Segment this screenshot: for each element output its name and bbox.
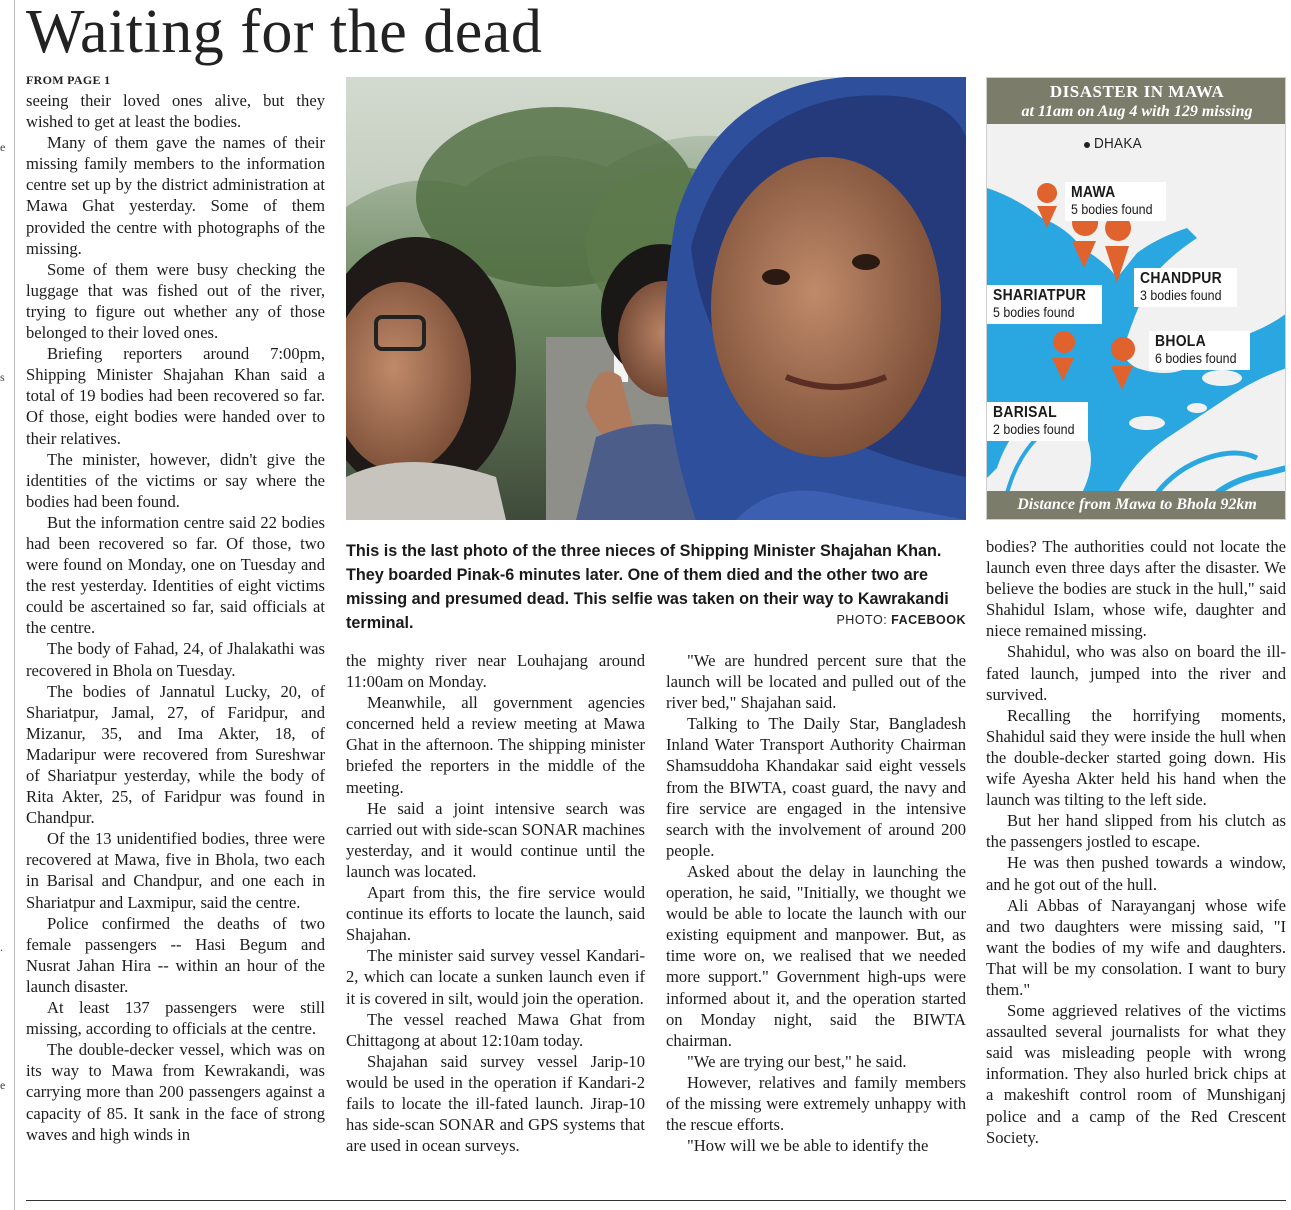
location-name: SHARIATPUR xyxy=(993,287,1087,304)
paragraph: He was then pushed towards a window, and he got out of the hull. xyxy=(986,853,1286,894)
map-label-shariatpur xyxy=(987,285,1102,324)
dhaka-marker-icon xyxy=(1084,142,1090,148)
gutter-mark: . xyxy=(0,940,3,954)
article-column-4 xyxy=(986,536,1286,1148)
location-count: 3 bodies found xyxy=(1140,288,1222,303)
article-column-2 xyxy=(346,650,645,1156)
map-subtitle: at 11am on Aug 4 with 129 missing xyxy=(1021,103,1253,120)
paragraph: However, relatives and family members of the missing were extremely unhappy with the rescue efforts. xyxy=(666,1072,966,1135)
gutter-mark: e xyxy=(0,140,6,154)
paragraph: The body of Fahad, 24, of Jhalakathi was recovered in Bhola on Tuesday. xyxy=(26,639,325,680)
paragraph: the mighty river near Louhajang around 11:00am on Monday. xyxy=(346,651,645,692)
paragraph: bodies? The authorities could not locate the launch even three days after the disaster. We believe the bodies are stuck in the hull," said Shahidul Islam, whose wife, daughter and niece remained missing. xyxy=(986,537,1286,641)
map-label-chandpur xyxy=(1134,268,1237,307)
gutter-mark: e xyxy=(0,1078,6,1092)
map-title: DISASTER IN MAWA xyxy=(1049,82,1225,101)
paragraph: Ali Abbas of Narayanganj whose wife and two daughters were missing said, "I want the bodies of my wife and daughters. That will be my consolation. I want to bury them." xyxy=(986,895,1286,999)
location-count: 5 bodies found xyxy=(993,305,1075,320)
paragraph: Some aggrieved relatives of the victims assaulted several journalists for what they said was misleading people with wrong information. They also hurled brick chips at a makeshift control room of Munshiganj police and a camp of the Red Crescent Society. xyxy=(986,1001,1286,1147)
paragraph: The minister, however, didn't give the identities of the victims or say where the bodies had been found. xyxy=(26,449,325,511)
paragraph: Asked about the delay in launching the operation, he said, "Initially, we thought we would be able to locate the launch with our existing equipment and manpower. But, as time wore on, we realised that we needed more support." Government high-ups were informed about it, and the operation started on Monday night, said the BIWTA chairman. xyxy=(666,861,966,1050)
map-label-bhola xyxy=(1149,331,1250,370)
paragraph: The bodies of Jannatul Lucky, 20, of Shariatpur, Jamal, 27, of Faridpur, and Mizanur, 35, and Ima Akter, 18, of Madaripur were recovered from Sureshwar of Shariatpur yesterday, while the body of Rita Akter, 25, of Faridpur was found in Chandpur. xyxy=(26,681,325,828)
map-footer: Distance from Mawa to Bhola 92km xyxy=(987,491,1286,519)
paragraph: "How will we be able to identify the xyxy=(687,1136,929,1156)
selfie-photo-illustration xyxy=(346,77,966,520)
paragraph: Apart from this, the fire service would continue its efforts to locate the launch, said Shajahan. xyxy=(346,883,645,945)
page-gutter-rule xyxy=(14,0,15,1210)
paragraph: Police confirmed the deaths of two female passengers -- Hasi Begum and Nusrat Jahan Hira -- within an hour of the launch disaster. xyxy=(26,913,325,996)
article-column-3 xyxy=(666,650,966,1156)
kicker-from-page: FROM PAGE 1 xyxy=(26,73,111,87)
paragraph: "We are hundred percent sure that the launch will be located and pulled out of the river bed," Shajahan said. xyxy=(666,651,966,713)
location-count: 6 bodies found xyxy=(1155,351,1237,366)
paragraph: "We are trying our best," he said. xyxy=(687,1051,907,1071)
bottom-rule xyxy=(26,1200,1286,1201)
paragraph: Shajahan said survey vessel Jarip-10 would be used in the operation if Kandari-2 fails to locate the ill-fated launch. Jirap-10 has side-scan SONAR and GPS systems that are used in ocean surveys. xyxy=(346,1051,645,1156)
location-name: CHANDPUR xyxy=(1140,270,1222,287)
paragraph: At least 137 passengers were still missing, according to officials at the centre. xyxy=(26,998,325,1039)
selfie-photo xyxy=(346,77,966,520)
location-name: BARISAL xyxy=(993,404,1057,421)
map-label-mawa xyxy=(1065,182,1166,221)
map-label-barisal xyxy=(987,402,1088,441)
paragraph: Recalling the horrifying moments, Shahidul said they were inside the hull when the double-decker started going down. His wife Ayesha Akter held his hand when the launch was tilting to the left side. xyxy=(986,705,1286,810)
paragraph: But the information centre said 22 bodies had been recovered so far. Of those, two were found on Monday, one on Tuesday and the rest yesterday. Identities of eight victims could be ascertained so far, said officials at the centre. xyxy=(26,512,325,638)
location-name: BHOLA xyxy=(1155,333,1206,350)
photo-credit xyxy=(836,613,966,627)
paragraph: The vessel reached Mawa Ghat from Chittagong at about 12:10am today. xyxy=(346,1009,645,1050)
location-count: 2 bodies found xyxy=(993,422,1075,437)
location-name: MAWA xyxy=(1071,184,1116,201)
headline: Waiting for the dead xyxy=(26,0,543,66)
paragraph: seeing their loved ones alive, but they wished to get at least the bodies. xyxy=(26,91,325,132)
paragraph: He said a joint intensive search was carried out with side-scan SONAR machines yesterday, and it would continue until the launch was located. xyxy=(346,798,645,881)
photo-credit-source: FACEBOOK xyxy=(891,613,966,627)
article-column-1 xyxy=(26,90,325,1145)
paragraph: Talking to The Daily Star, Bangladesh Inland Water Transport Authority Chairman Shamsuddoha Khandakar said eight vessels from the BIWTA, coast guard, the navy and fire service are engaged in the intensive search with the involvement of around 200 people. xyxy=(666,714,966,860)
paragraph: Some of them were busy checking the luggage that was fished out of the river, trying to figure out whether any of those belonged to their loved ones. xyxy=(26,259,325,343)
paragraph: The minister said survey vessel Kandari-2, which can locate a sunken launch even if it is covered in silt, would join the operation. xyxy=(346,946,645,1008)
gutter-mark: s xyxy=(0,370,5,384)
map-header xyxy=(987,78,1286,124)
map-label-dhaka: DHAKA xyxy=(1094,135,1142,152)
paragraph: Briefing reporters around 7:00pm, Shipping Minister Shajahan Khan said a total of 19 bodies had been recovered so far. Of those, eight bodies were handed over to their relatives. xyxy=(26,344,325,448)
paragraph: The double-decker vessel, which was on its way to Mawa from Kewrakandi, was carrying more than 200 passengers against a capacity of 85. It sank in the face of strong waves and high winds in xyxy=(26,1040,325,1144)
paragraph: But her hand slipped from his clutch as the passengers jostled to escape. xyxy=(986,811,1286,852)
location-count: 5 bodies found xyxy=(1071,202,1153,217)
paragraph: Meanwhile, all government agencies concerned held a review meeting at Mawa Ghat in the afternoon. The shipping minister briefed the reporters in the middle of the meeting. xyxy=(346,693,645,797)
paragraph: Of the 13 unidentified bodies, three were recovered at Mawa, five in Bhola, two each in Barisal and Chandpur, and one each in Shariatpur and Laxmipur, said the centre. xyxy=(26,829,325,912)
photo-caption: This is the last photo of the three nieces of Shipping Minister Shajahan Khan. They boarded Pinak-6 minutes later. One of them died and the other two are missing and presumed dead. This selfie was taken on their way to Kawrakandi terminal. xyxy=(346,542,949,632)
paragraph: Many of them gave the names of their missing family members to the information centre set up by the district administration at Mawa Ghat yesterday. Some of them provided the centre with photographs of the missing. xyxy=(26,133,325,258)
paragraph: Shahidul, who was also on board the ill-fated launch, jumped into the river and survived. xyxy=(986,642,1286,704)
photo-credit-prefix: PHOTO: xyxy=(836,613,888,627)
